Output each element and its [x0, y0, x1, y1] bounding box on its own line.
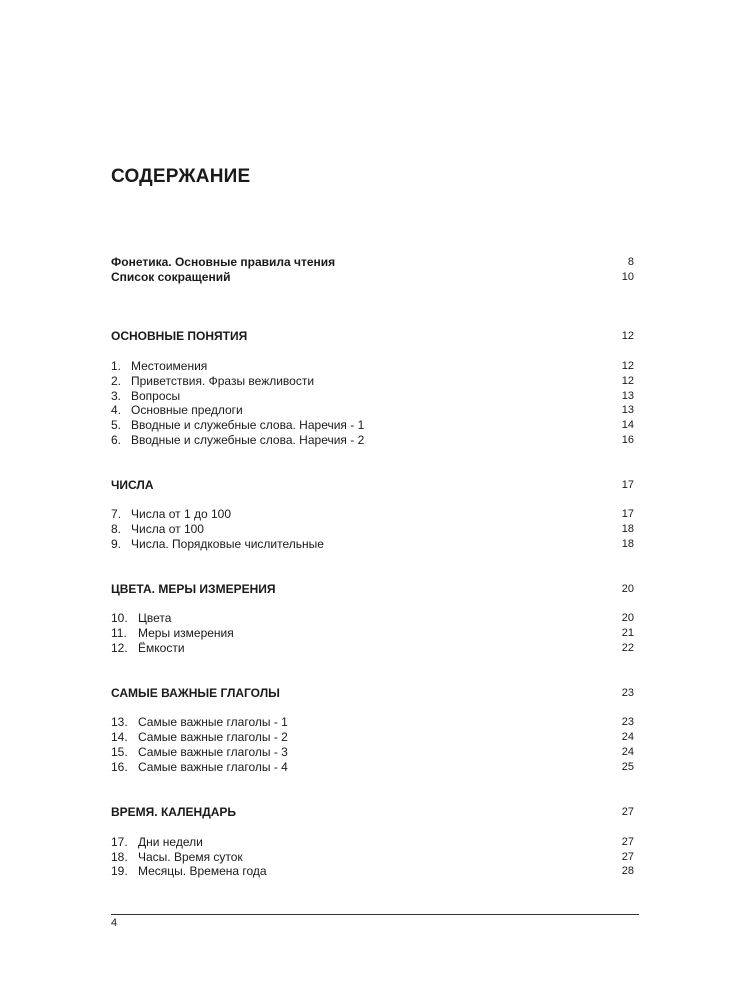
item-number: 17.	[111, 835, 128, 849]
toc-item	[111, 507, 634, 522]
toc-section-heading	[111, 686, 634, 701]
item-number: 18.	[111, 850, 128, 864]
item-page: 13	[621, 390, 634, 402]
item-number: 6.	[111, 433, 122, 447]
item-label: Основные предлоги	[131, 403, 243, 417]
item-label: Цвета	[138, 611, 172, 625]
toc-entry-page: 10	[621, 271, 634, 283]
item-page: 21	[621, 627, 634, 639]
toc-item	[111, 745, 634, 760]
toc-section-heading	[111, 329, 634, 344]
toc-item	[111, 522, 634, 537]
item-label: Числа от 1 до 100	[131, 507, 231, 521]
section-title: ЧИСЛА	[111, 478, 154, 492]
section-title: ОСНОВНЫЕ ПОНЯТИЯ	[111, 329, 248, 343]
item-number: 16.	[111, 760, 128, 774]
item-number: 14.	[111, 730, 128, 744]
item-label: Месяцы. Времена года	[138, 864, 267, 878]
toc-item	[111, 864, 634, 879]
section-title: ЦВЕТА. МЕРЫ ИЗМЕРЕНИЯ	[111, 582, 276, 596]
item-page: 24	[621, 746, 634, 758]
item-page: 28	[621, 865, 634, 877]
toc-section-heading	[111, 478, 634, 493]
section-page: 12	[621, 330, 634, 342]
item-page: 20	[621, 612, 634, 624]
section-page: 27	[621, 806, 634, 818]
toc-entry-label: Фонетика. Основные правила чтения	[111, 255, 336, 269]
page-number: 4	[111, 917, 118, 929]
item-number: 8.	[111, 522, 122, 536]
item-label: Самые важные глаголы - 2	[138, 730, 288, 744]
section-page: 23	[621, 687, 634, 699]
item-page: 18	[621, 523, 634, 535]
toc-item	[111, 537, 634, 552]
item-label: Местоимения	[131, 359, 208, 373]
item-label: Меры измерения	[138, 626, 234, 640]
item-page: 25	[621, 761, 634, 773]
toc-section-heading	[111, 582, 634, 597]
item-number: 1.	[111, 359, 122, 373]
item-label: Дни недели	[138, 835, 203, 849]
item-number: 12.	[111, 641, 128, 655]
item-label: Самые важные глаголы - 1	[138, 715, 288, 729]
item-label: Вводные и служебные слова. Наречия - 2	[131, 433, 365, 447]
toc-entry-label: Список сокращений	[111, 270, 231, 284]
footer-divider	[111, 914, 639, 915]
toc-item	[111, 626, 634, 641]
item-label: Числа. Порядковые числительные	[131, 537, 324, 551]
toc-item	[111, 389, 634, 404]
toc-item	[111, 835, 634, 850]
item-label: Самые важные глаголы - 3	[138, 745, 288, 759]
item-number: 4.	[111, 403, 122, 417]
toc-item	[111, 418, 634, 433]
item-number: 10.	[111, 611, 128, 625]
item-label: Числа от 100	[131, 522, 204, 536]
item-number: 3.	[111, 389, 122, 403]
toc-item	[111, 730, 634, 745]
item-page: 27	[621, 851, 634, 863]
item-number: 15.	[111, 745, 128, 759]
toc-entry-phonetics	[111, 255, 634, 270]
toc-item	[111, 433, 634, 448]
toc-entry-abbreviations	[111, 270, 634, 285]
item-page: 16	[621, 434, 634, 446]
item-label: Вопросы	[131, 389, 181, 403]
section-page: 17	[621, 479, 634, 491]
section-page: 20	[621, 583, 634, 595]
item-page: 13	[621, 404, 634, 416]
toc-item	[111, 374, 634, 389]
item-number: 11.	[111, 626, 127, 640]
item-page: 18	[621, 538, 634, 550]
item-label: Самые важные глаголы - 4	[138, 760, 288, 774]
item-number: 5.	[111, 418, 122, 432]
item-label: Приветствия. Фразы вежливости	[131, 374, 315, 388]
toc-item	[111, 715, 634, 730]
item-number: 13.	[111, 715, 128, 729]
toc-item	[111, 760, 634, 775]
item-number: 19.	[111, 864, 128, 878]
section-title: ВРЕМЯ. КАЛЕНДАРЬ	[111, 805, 237, 819]
item-page: 12	[621, 360, 634, 372]
toc-item	[111, 403, 634, 418]
toc-item	[111, 611, 634, 626]
toc-item	[111, 359, 634, 374]
toc-item	[111, 641, 634, 656]
item-page: 23	[621, 716, 634, 728]
item-number: 9.	[111, 537, 122, 551]
item-page: 17	[621, 508, 634, 520]
section-title: САМЫЕ ВАЖНЫЕ ГЛАГОЛЫ	[111, 686, 280, 700]
item-label: Часы. Время суток	[138, 850, 243, 864]
item-number: 2.	[111, 374, 122, 388]
item-label: Вводные и служебные слова. Наречия - 1	[131, 418, 365, 432]
toc-item	[111, 850, 634, 865]
toc-section-heading	[111, 805, 634, 820]
item-page: 14	[621, 419, 634, 431]
item-page: 27	[621, 836, 634, 848]
item-page: 22	[621, 642, 634, 654]
item-page: 12	[621, 375, 634, 387]
item-page: 24	[621, 731, 634, 743]
toc-entry-page: 8	[627, 256, 634, 268]
page-title: СОДЕРЖАНИЕ	[111, 166, 251, 187]
item-label: Ёмкости	[138, 641, 185, 655]
item-number: 7.	[111, 507, 122, 521]
